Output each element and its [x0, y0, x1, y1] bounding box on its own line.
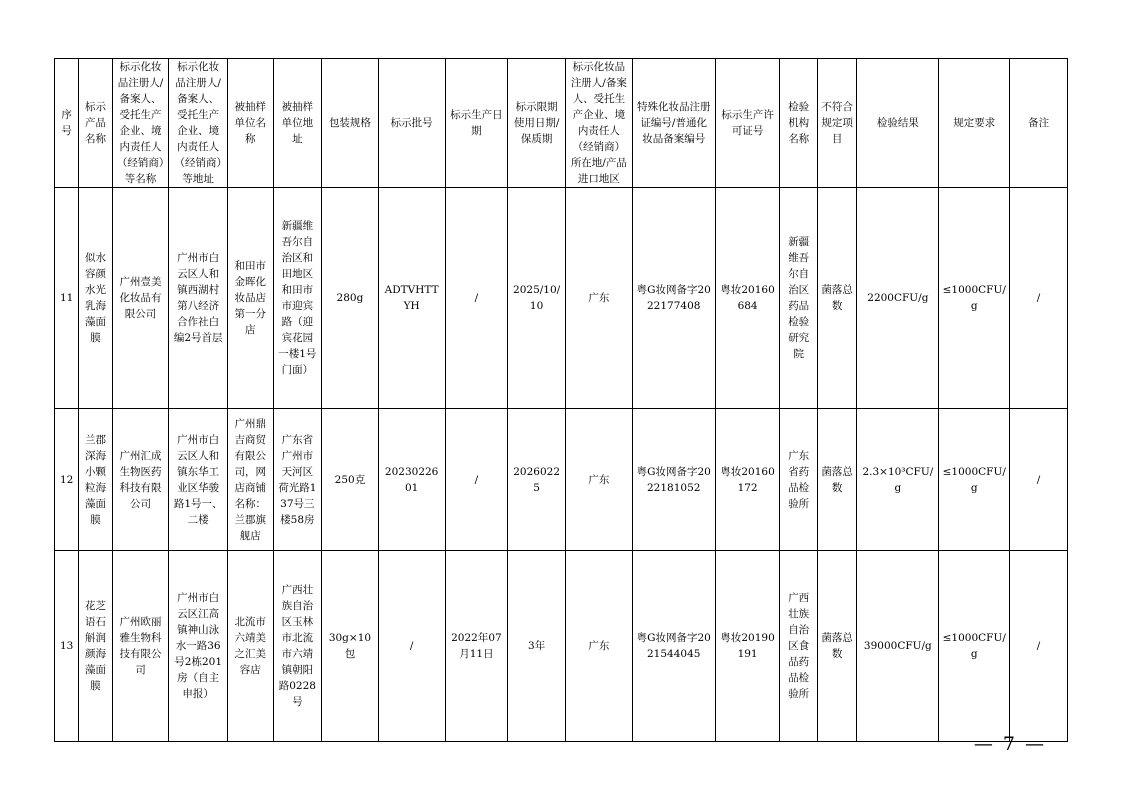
table-cell: / [445, 188, 508, 409]
table-cell: 2025/10/10 [508, 188, 566, 409]
table-cell: 2200CFU/g [857, 188, 939, 409]
page-number: — 7 — [973, 733, 1046, 755]
table-row [55, 409, 1068, 551]
table-cell: / [445, 409, 508, 551]
inspection-results-table [54, 58, 1068, 742]
table-cell: ≤1000CFU/g [939, 188, 1010, 409]
header-cell: 标示化妆品注册人/备案人、受托生产企业、境内责任人（经销商）所在地/产品进口地区 [565, 59, 632, 188]
table-cell: 兰郡深海小颗粒海藻面膜 [79, 409, 112, 551]
header-cell: 包装规格 [322, 59, 379, 188]
table-cell: 广州欧丽雅生物科技有限公司 [112, 551, 169, 742]
table-cell: 13 [55, 551, 79, 742]
header-cell: 检验结果 [857, 59, 939, 188]
header-cell: 规定要求 [939, 59, 1010, 188]
table-cell: 250克 [322, 409, 379, 551]
header-cell: 备注 [1010, 59, 1068, 188]
table-cell: / [1010, 188, 1068, 409]
table-cell: / [1010, 551, 1068, 742]
header-cell: 检验机构名称 [780, 59, 817, 188]
table-cell: / [378, 551, 445, 742]
table-cell: 11 [55, 188, 79, 409]
header-cell: 标示生产日期 [445, 59, 508, 188]
header-cell: 被抽样单位地址 [273, 59, 322, 188]
table-cell: 280g [322, 188, 379, 409]
table-cell: 广西壮族自治区食品药品检验所 [780, 551, 817, 742]
table-cell: 广东省药品检验所 [780, 409, 817, 551]
table-row [55, 188, 1068, 409]
table-cell: 3年 [508, 551, 566, 742]
table-cell: 2023022601 [378, 409, 445, 551]
table-cell: 粤妆20160172 [715, 409, 780, 551]
table-cell: 广西壮族自治区玉林市北流市六靖镇朝阳路0228号 [273, 551, 322, 742]
table-cell: 粤G妆网备字2021544045 [632, 551, 715, 742]
table-cell: 12 [55, 409, 79, 551]
table-cell: 和田市金晖化妆品店第一分店 [228, 188, 274, 409]
table-cell: 广东 [565, 551, 632, 742]
header-cell: 标示生产许可证号 [715, 59, 780, 188]
header-cell: 标示批号 [378, 59, 445, 188]
table-cell: 广州汇成生物医药科技有限公司 [112, 409, 169, 551]
table-cell: 20260225 [508, 409, 566, 551]
header-cell: 不符合规定项目 [817, 59, 856, 188]
table-cell: 似水容颜水光乳海藻面膜 [79, 188, 112, 409]
header-cell: 标示产品名称 [79, 59, 112, 188]
table-cell: 粤G妆网备字2022177408 [632, 188, 715, 409]
table-row [55, 551, 1068, 742]
table-cell: 新疆维吾尔自治区药品检验研究院 [780, 188, 817, 409]
table-cell: 广州壹美化妆品有限公司 [112, 188, 169, 409]
table-cell: 广州市白云区人和镇东华工业区华骏路1号一、二楼 [169, 409, 228, 551]
table-cell: / [1010, 409, 1068, 551]
table-cell: 菌落总数 [817, 188, 856, 409]
table-cell: ≤1000CFU/g [939, 409, 1010, 551]
header-cell: 序号 [55, 59, 79, 188]
table-cell: 广州市白云区人和镇西湖村第八经济合作社白编2号首层 [169, 188, 228, 409]
table-cell: 粤妆20160684 [715, 188, 780, 409]
table-cell: 粤G妆网备字2022181052 [632, 409, 715, 551]
header-cell: 特殊化妆品注册证编号/普通化妆品备案编号 [632, 59, 715, 188]
table-cell: 新疆维吾尔自治区和田地区和田市市迎宾路（迎宾花园一楼1号门面） [273, 188, 322, 409]
table-cell: 2022年07月11日 [445, 551, 508, 742]
table-cell: 30g×10包 [322, 551, 379, 742]
table-cell: 39000CFU/g [857, 551, 939, 742]
table-cell: 菌落总数 [817, 409, 856, 551]
header-cell: 标示化妆品注册人/备案人、受托生产企业、境内责任人（经销商）等地址 [169, 59, 228, 188]
header-cell: 标示化妆品注册人/备案人、受托生产企业、境内责任人（经销商）等名称 [112, 59, 169, 188]
table-cell: ≤1000CFU/g [939, 551, 1010, 742]
table-cell: 广东 [565, 188, 632, 409]
table-header-row [55, 59, 1068, 188]
table-cell: 北流市六靖美之汇美容店 [228, 551, 274, 742]
table-cell: 广东省广州市天河区荷光路137号三楼58房 [273, 409, 322, 551]
table-cell: 菌落总数 [817, 551, 856, 742]
header-cell: 标示限期使用日期/保质期 [508, 59, 566, 188]
table-cell: 花芝语石斛润颜海藻面膜 [79, 551, 112, 742]
table-cell: 粤妆20190191 [715, 551, 780, 742]
table-cell: 广州鼎吉商贸有限公司，网店商铺名称：兰郡旗舰店 [228, 409, 274, 551]
table-cell: 广州市白云区江高镇神山泳水一路36号2栋201房（自主申报） [169, 551, 228, 742]
table-cell: ADTVHTTYH [378, 188, 445, 409]
table-cell: 2.3×10³CFU/g [857, 409, 939, 551]
table-cell: 广东 [565, 409, 632, 551]
header-cell: 被抽样单位名称 [228, 59, 274, 188]
